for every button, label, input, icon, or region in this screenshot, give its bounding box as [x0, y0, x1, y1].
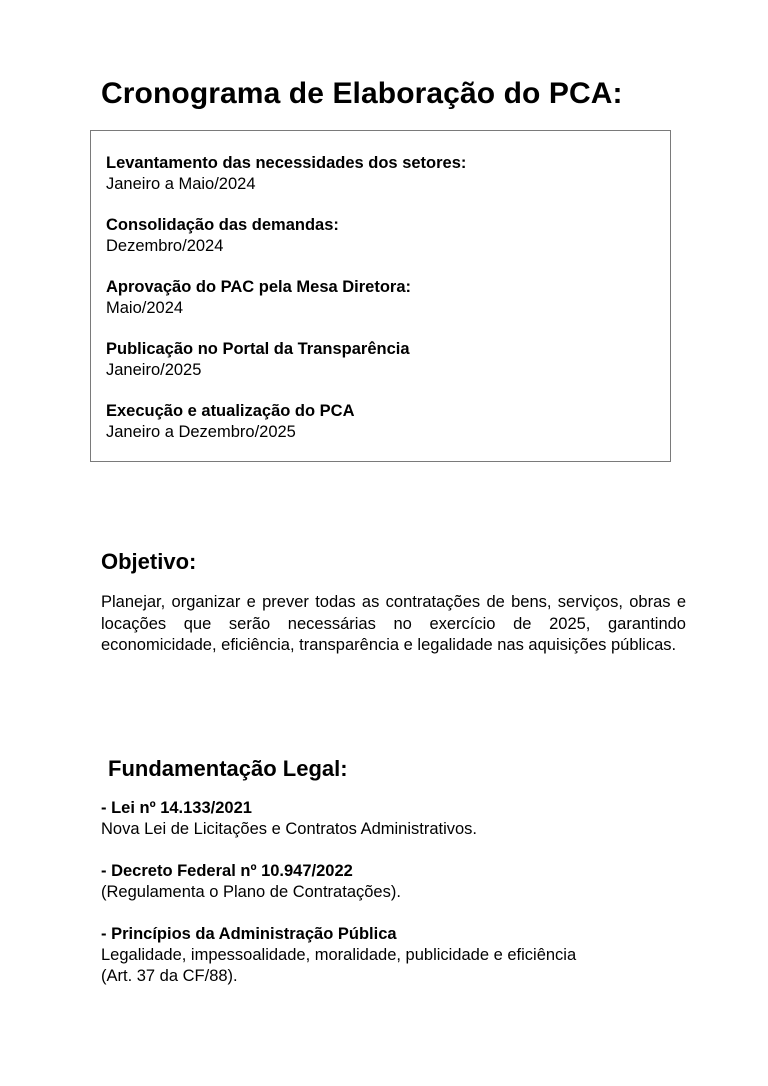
legal-basis-heading: Fundamentação Legal:: [108, 756, 348, 781]
legal-item: [101, 798, 477, 840]
legal-item: [101, 924, 576, 987]
schedule-item-label: Levantamento das necessidades dos setores:: [106, 154, 467, 172]
schedule-item: [106, 339, 410, 381]
page-title: Cronograma de Elaboração do PCA:: [101, 77, 623, 110]
schedule-item-label: Aprovação do PAC pela Mesa Diretora:: [106, 278, 412, 296]
legal-item: [101, 861, 401, 903]
schedule-item: [106, 277, 411, 319]
schedule-item-value: Janeiro/2025: [106, 361, 202, 379]
objective-heading: Objetivo:: [101, 549, 197, 574]
legal-item-label: - Princípios da Administração Pública: [101, 925, 397, 943]
legal-item-label: - Decreto Federal nº 10.947/2022: [101, 862, 353, 880]
schedule-item-value: Janeiro a Dezembro/2025: [106, 423, 296, 441]
schedule-item-label: Publicação no Portal da Transparência: [106, 340, 410, 358]
schedule-item: [106, 215, 339, 257]
schedule-item: [106, 401, 355, 443]
legal-item-label: - Lei nº 14.133/2021: [101, 799, 252, 817]
schedule-item-value: Maio/2024: [106, 299, 184, 317]
legal-item-description: (Regulamenta o Plano de Contratações).: [101, 883, 401, 901]
objective-text: Planejar, organizar e prever todas as contratações de bens, serviços, obras e locações que serão necessárias no exercício de 2025, garantindo economicidade, eficiência, transparência e legalidade nas aquisições públicas.: [101, 593, 686, 654]
legal-item-description: Nova Lei de Licitações e Contratos Administrativos.: [101, 820, 478, 838]
schedule-item-label: Execução e atualização do PCA: [106, 402, 355, 420]
schedule-item-label: Consolidação das demandas:: [106, 216, 339, 234]
schedule-item: [106, 153, 466, 195]
schedule-box: [90, 130, 671, 462]
schedule-item-value: Janeiro a Maio/2024: [106, 175, 256, 193]
legal-item-reference: (Art. 37 da CF/88).: [101, 967, 238, 985]
legal-item-description: Legalidade, impessoalidade, moralidade, publicidade e eficiência: [101, 946, 577, 964]
schedule-item-value: Dezembro/2024: [106, 237, 224, 255]
